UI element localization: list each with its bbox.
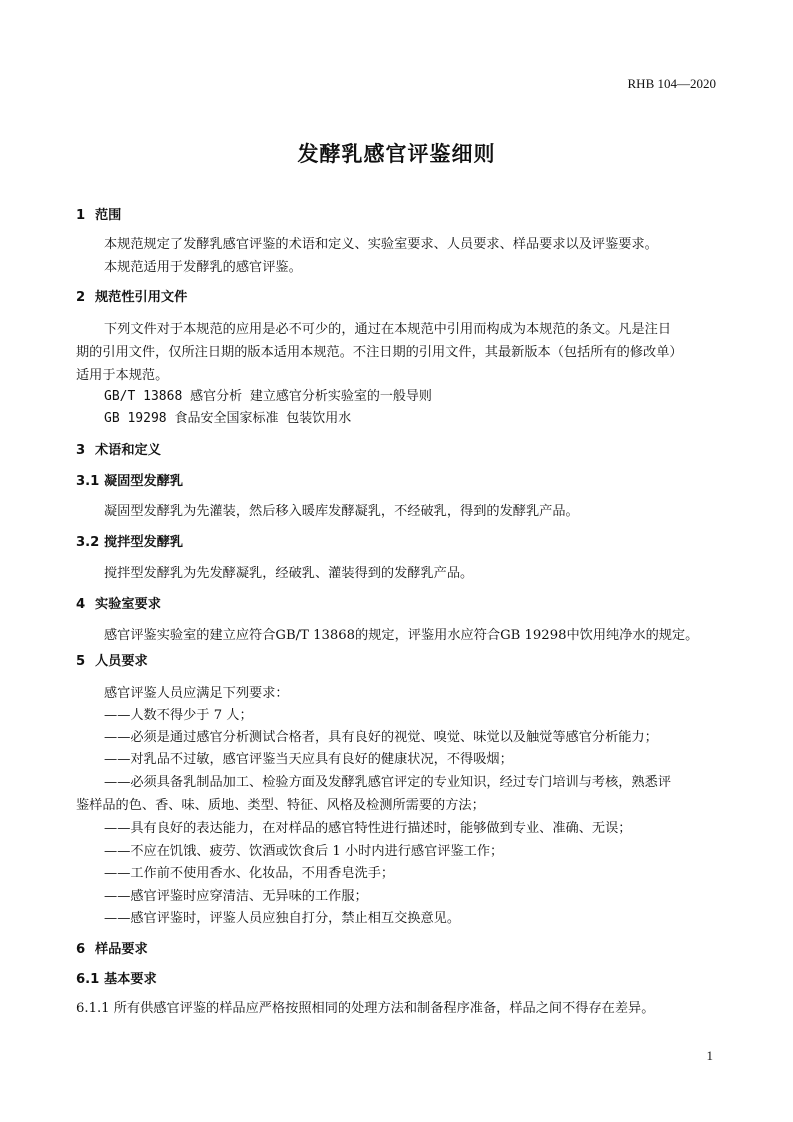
section-5-heading [76, 650, 148, 669]
section-number: 4 [76, 597, 86, 612]
section-3-heading [76, 439, 161, 458]
list-item: ——人数不得少于 7 人； [104, 708, 253, 723]
list-item: ——具有良好的表达能力，在对样品的感官特性进行描述时，能够做到专业、准确、无误； [104, 821, 632, 836]
paragraph: 本规范规定了发酵乳感官评鉴的术语和定义、实验室要求、人员要求、样品要求以及评鉴要求。 [104, 237, 658, 252]
list-item: ——感官评鉴时，评鉴人员应独自打分，禁止相互交换意见。 [104, 911, 461, 926]
paragraph: 本规范适用于发酵乳的感官评鉴。 [104, 260, 302, 275]
list-item: ——对乳品不过敏，感官评鉴当天应具有良好的健康状况，不得吸烟； [104, 752, 513, 767]
reference-item: GB 19298 食品安全国家标准 包装饮用水 [104, 411, 352, 426]
document-title: 发酵乳感官评鉴细则 [297, 142, 496, 166]
list-item: ——必须是通过感官分析测试合格者，具有良好的视觉、嗅觉、味觉以及触觉等感官分析能力； [104, 730, 658, 745]
list-item-continuation: 鉴样品的色、香、味、质地、类型、特征、风格及检测所需要的方法； [76, 798, 485, 813]
list-item: ——必须具备乳制品加工、检验方面及发酵乳感官评定的专业知识，经过专门培训与考核，熟悉评 [104, 775, 672, 790]
section-number: 1 [76, 208, 86, 223]
paragraph: 搅拌型发酵乳为先发酵凝乳，经破乳、灌装得到的发酵乳产品。 [104, 566, 474, 581]
paragraph: 凝固型发酵乳为先灌装，然后移入暖库发酵凝乳，不经破乳，得到的发酵乳产品。 [104, 504, 579, 519]
subsection-3-2-heading: 3.2 搅拌型发酵乳 [76, 535, 184, 550]
section-number: 2 [76, 290, 86, 305]
section-title: 范围 [95, 208, 122, 223]
section-title: 人员要求 [95, 654, 148, 669]
reference-item: GB/T 13868 感官分析 建立感官分析实验室的一般导则 [104, 389, 432, 404]
page-number: 1 [706, 1048, 713, 1063]
section-6-heading [76, 938, 148, 957]
section-title: 术语和定义 [95, 443, 161, 458]
paragraph-line: 下列文件对于本规范的应用是必不可少的，通过在本规范中引用而构成为本规范的条文。凡是注日 [104, 322, 672, 337]
list-item: ——感官评鉴时应穿清洁、无异味的工作服； [104, 889, 368, 904]
list-item: ——工作前不使用香水、化妆品，不用香皂洗手； [104, 866, 395, 881]
paragraph: 6.1.1 所有供感官评鉴的样品应严格按照相同的处理方法和制备程序准备，样品之间不得存在差异。 [76, 1001, 655, 1016]
section-title: 规范性引用文件 [95, 290, 188, 305]
section-2-heading [76, 286, 187, 305]
section-number: 5 [76, 654, 86, 669]
paragraph-line: 适用于本规范。 [76, 368, 169, 383]
paragraph: 感官评鉴实验室的建立应符合GB/T 13868的规定，评鉴用水应符合GB 19298中饮用纯净水的规定。 [104, 628, 699, 643]
section-title: 实验室要求 [95, 597, 161, 612]
section-1-heading [76, 204, 121, 223]
paragraph: 感官评鉴人员应满足下列要求： [104, 686, 289, 701]
section-number: 6 [76, 942, 86, 957]
section-4-heading [76, 593, 161, 612]
subsection-6-1-heading: 6.1 基本要求 [76, 972, 157, 987]
section-number: 3 [76, 443, 86, 458]
subsection-3-1-heading: 3.1 凝固型发酵乳 [76, 474, 184, 489]
section-title: 样品要求 [95, 942, 148, 957]
paragraph-line: 期的引用文件，仅所注日期的版本适用本规范。不注日期的引用文件，其最新版本（包括所有的修改单） [76, 345, 683, 360]
standard-number: RHB 104—2020 [627, 76, 716, 91]
list-item: ——不应在饥饿、疲劳、饮酒或饮食后 1 小时内进行感官评鉴工作； [104, 844, 504, 859]
